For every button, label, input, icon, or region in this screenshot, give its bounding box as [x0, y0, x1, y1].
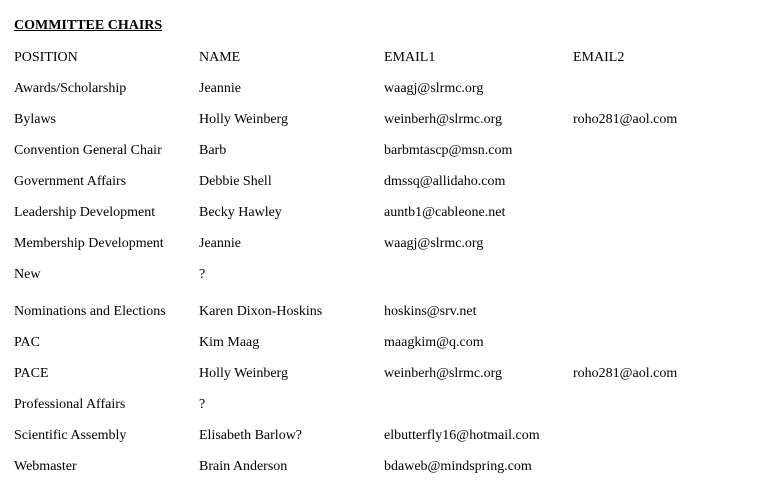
cell-position: Professional Affairs	[14, 397, 126, 412]
cell-position: New	[14, 267, 41, 282]
table-row	[14, 259, 754, 296]
table-row	[14, 166, 754, 197]
table-row	[14, 420, 754, 451]
cell-name: Brain Anderson	[199, 459, 288, 474]
table-row	[14, 389, 754, 420]
cell-position: Webmaster	[14, 459, 77, 474]
cell-position: PAC	[14, 335, 40, 350]
table-header-row	[14, 42, 754, 73]
cell-position: Bylaws	[14, 112, 56, 127]
table-row	[14, 73, 754, 104]
cell-email2	[573, 327, 753, 358]
cell-name: Holly Weinberg	[199, 112, 288, 127]
cell-email2	[573, 73, 753, 104]
cell-email2	[573, 228, 753, 259]
cell-email1	[384, 389, 573, 420]
cell-name: Jeannie	[199, 236, 241, 251]
cell-position: Leadership Development	[14, 205, 156, 220]
cell-email1: auntb1@cableone.net	[384, 205, 506, 220]
table-row	[14, 327, 754, 358]
cell-email1: hoskins@srv.net	[384, 304, 477, 319]
cell-email1: elbutterfly16@hotmail.com	[384, 428, 540, 443]
page-title: COMMITTEE CHAIRS	[14, 18, 163, 33]
cell-email1: bdaweb@mindspring.com	[384, 459, 532, 474]
cell-name: Elisabeth Barlow?	[199, 428, 303, 443]
cell-name: Barb	[199, 143, 227, 158]
cell-position: Membership Development	[14, 236, 164, 251]
cell-name: Jeannie	[199, 81, 241, 96]
header-email1: EMAIL1	[384, 50, 436, 65]
header-email2: EMAIL2	[573, 50, 625, 65]
cell-email2	[573, 296, 753, 327]
cell-position: PACE	[14, 366, 49, 381]
table-row	[14, 135, 754, 166]
cell-email2: roho281@aol.com	[573, 366, 678, 381]
header-name: NAME	[199, 50, 241, 65]
cell-email2	[573, 420, 753, 451]
cell-email1: weinberh@slrmc.org	[384, 112, 502, 127]
cell-name: Kim Maag	[199, 335, 260, 350]
table-row	[14, 358, 754, 389]
cell-position: Government Affairs	[14, 174, 127, 189]
cell-email2	[573, 451, 753, 482]
table-row	[14, 451, 754, 482]
cell-email2: roho281@aol.com	[573, 112, 678, 127]
table-row	[14, 197, 754, 228]
cell-name: Debbie Shell	[199, 174, 272, 189]
cell-email1: barbmtascp@msn.com	[384, 143, 513, 158]
committee-chairs-document	[14, 16, 754, 482]
cell-email1: weinberh@slrmc.org	[384, 366, 502, 381]
cell-name: Becky Hawley	[199, 205, 282, 220]
cell-email1: waagj@slrmc.org	[384, 236, 484, 251]
cell-email1	[384, 259, 573, 296]
cell-name: Karen Dixon-Hoskins	[199, 304, 323, 319]
cell-email2	[573, 259, 753, 296]
cell-email1: maagkim@q.com	[384, 335, 484, 350]
cell-email2	[573, 166, 753, 197]
cell-position: Awards/Scholarship	[14, 81, 127, 96]
cell-email1: waagj@slrmc.org	[384, 81, 484, 96]
cell-position: Nominations and Elections	[14, 304, 166, 319]
cell-email2	[573, 389, 753, 420]
table-row	[14, 296, 754, 327]
table-row	[14, 104, 754, 135]
header-position: POSITION	[14, 50, 78, 65]
cell-position: Scientific Assembly	[14, 428, 127, 443]
cell-name: ?	[199, 267, 206, 282]
cell-email2	[573, 197, 753, 228]
cell-email2	[573, 135, 753, 166]
cell-name: Holly Weinberg	[199, 366, 288, 381]
table-row	[14, 228, 754, 259]
cell-position: Convention General Chair	[14, 143, 162, 158]
cell-name: ?	[199, 397, 206, 412]
cell-email1: dmssq@allidaho.com	[384, 174, 506, 189]
